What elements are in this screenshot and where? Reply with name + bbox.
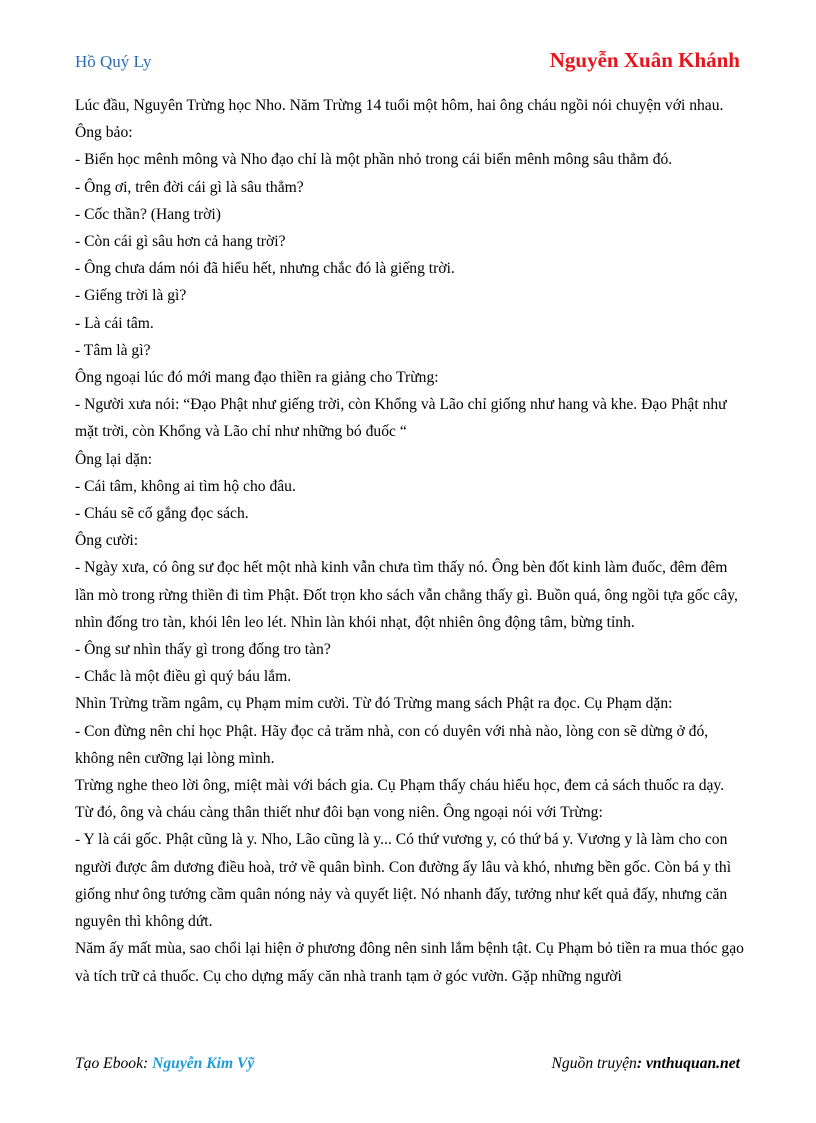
- ebook-label: Tạo Ebook: [75, 1055, 144, 1072]
- paragraph: - Người xưa nói: “Đạo Phật như giếng trời, còn Khổng và Lão chỉ giống như hang và khe. Đạo Phật như mặt trời, còn Khổng và Lão chỉ như những bó đuốc “: [75, 396, 727, 441]
- ebook-creator: Nguyễn Kim Vỹ: [152, 1055, 255, 1072]
- paragraph: Ông lại dặn:: [75, 450, 153, 468]
- paragraph: - Cháu sẽ cố gắng đọc sách.: [75, 505, 249, 523]
- paragraph: Ông cười:: [75, 532, 139, 550]
- paragraph: - Y là cái gốc. Phật cũng là y. Nho, Lão cũng là y... Có thứ vương y, có thứ bá y. Vương y là làm cho con người được âm dương điều hoà, trở về quân bình. Con đường ấy lâu và khó, nhưng bền gốc. Còn bá y thì giống như ông tướng cầm quân nóng nảy và quyết liệt. Nó nhanh đấy, tưởng như kết quả đấy, nhưng căn nguyên thì không dứt.: [75, 831, 732, 931]
- page-header: [75, 48, 740, 76]
- paragraph: - Ngày xưa, có ông sư đọc hết một nhà kinh vẫn chưa tìm thấy nó. Ông bèn đốt kinh làm đuốc, đêm đêm lần mò trong rừng thiền đi tìm Phật. Đốt trọn kho sách vẫn chẳng thấy gì. Buồn quá, ông ngồi tựa gốc cây, nhìn đống tro tàn, khói lên leo lét. Nhìn làn khói nhạt, đột nhiên ông động tâm, bừng tỉnh.: [75, 559, 738, 631]
- paragraph: - Là cái tâm.: [75, 314, 154, 332]
- book-title: Hồ Quý Ly: [75, 52, 152, 71]
- paragraph: - Cốc thần? (Hang trời): [75, 205, 221, 223]
- source-link[interactable]: vnthuquan.net: [645, 1055, 740, 1072]
- paragraph: - Giếng trời là gì?: [75, 287, 187, 305]
- source-credit: [552, 1055, 740, 1073]
- page-footer: [75, 1055, 740, 1077]
- paragraph: Trừng nghe theo lời ông, miệt mài với bách gia. Cụ Phạm thấy cháu hiếu học, đem cả sách thuốc ra dạy. Từ đó, ông và cháu càng thân thiết như đôi bạn vong niên. Ông ngoại nói với Trừng:: [75, 777, 725, 822]
- paragraph: - Cái tâm, không ai tìm hộ cho đâu.: [75, 477, 296, 495]
- ebook-separator: :: [143, 1055, 153, 1072]
- paragraph: - Chắc là một điều gì quý báu lắm.: [75, 668, 292, 686]
- paragraph: Nhìn Trừng trầm ngâm, cụ Phạm mỉm cười. Từ đó Trừng mang sách Phật ra đọc. Cụ Phạm dặn:: [75, 695, 673, 713]
- author-name: Nguyễn Xuân Khánh: [549, 48, 740, 72]
- ebook-credit: [75, 1055, 254, 1073]
- paragraph: - Ông chưa dám nói đã hiểu hết, nhưng chắc đó là giếng trời.: [75, 260, 455, 278]
- paragraph: - Biển học mênh mông và Nho đạo chỉ là một phần nhỏ trong cái biển mênh mông sâu thẳm đó.: [75, 151, 673, 169]
- paragraph: - Tâm là gì?: [75, 341, 151, 359]
- paragraph: - Ông ơi, trên đời cái gì là sâu thẳm?: [75, 178, 304, 196]
- source-separator: :: [636, 1055, 646, 1072]
- source-label: Nguồn truyện: [551, 1055, 637, 1072]
- story-text: [75, 92, 745, 990]
- paragraph: Năm ấy mất mùa, sao chổi lại hiện ở phương đông nên sinh lắm bệnh tật. Cụ Phạm bỏ tiền ra mua thóc gạo và tích trữ cả thuốc. Cụ cho dựng mấy căn nhà tranh tạm ở góc vườn. Gặp những người: [75, 940, 744, 985]
- paragraph: - Ông sư nhìn thấy gì trong đống tro tàn?: [75, 641, 331, 659]
- paragraph: Ông ngoại lúc đó mới mang đạo thiền ra giảng cho Trừng:: [75, 369, 439, 387]
- paragraph: - Con đừng nên chỉ học Phật. Hãy đọc cả trăm nhà, con có duyên với nhà nào, lòng con sẽ dừng ở đó, không nên cưỡng lại lòng mình.: [75, 722, 709, 767]
- paragraph: Lúc đầu, Nguyên Trừng học Nho. Năm Trừng 14 tuổi một hôm, hai ông cháu ngồi nói chuyện với nhau. Ông bảo:: [75, 97, 724, 142]
- paragraph: - Còn cái gì sâu hơn cả hang trời?: [75, 233, 286, 251]
